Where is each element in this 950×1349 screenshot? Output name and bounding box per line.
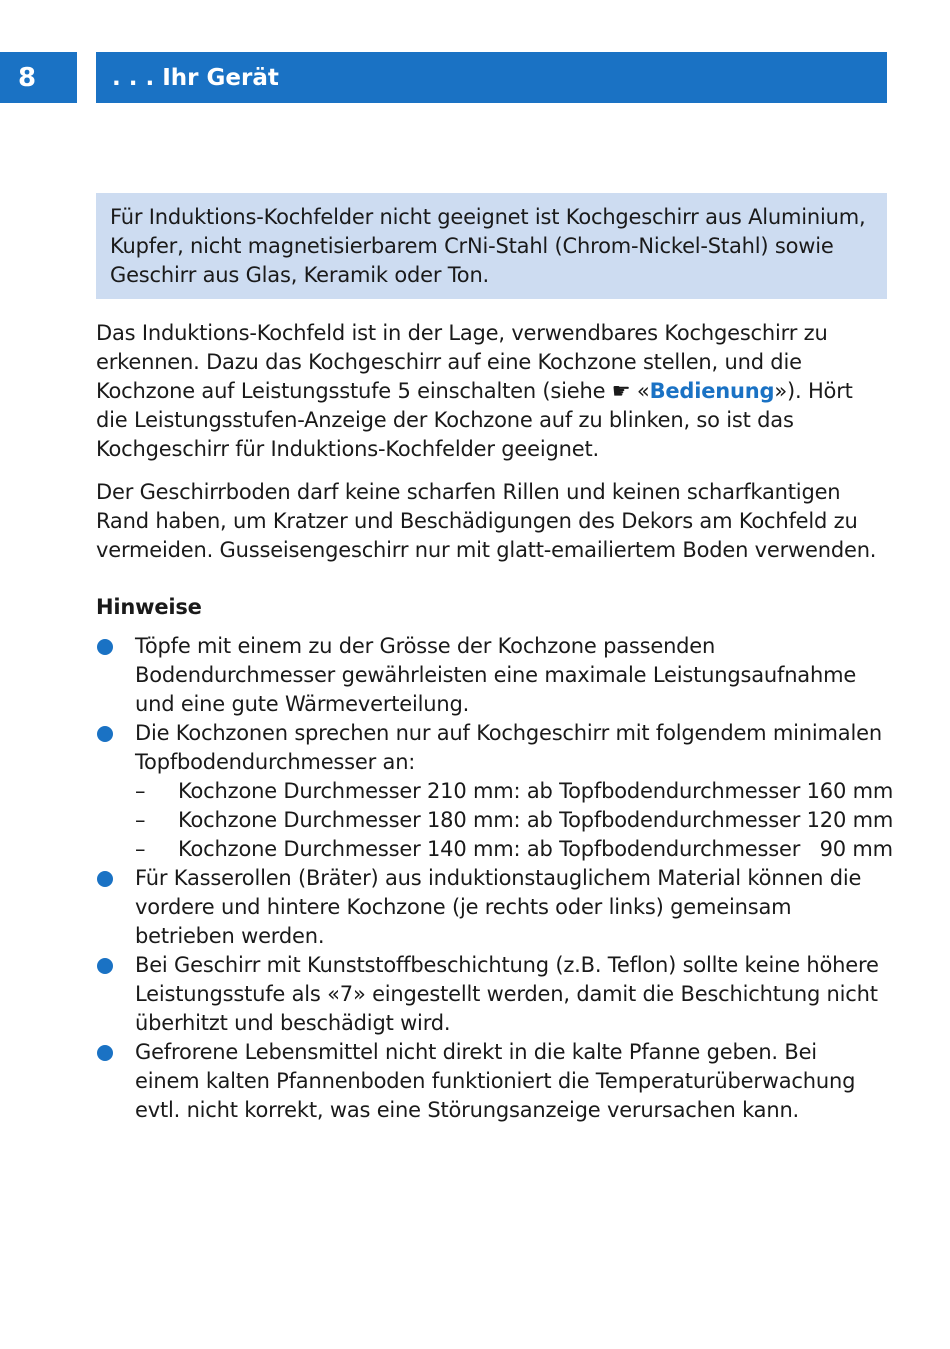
paragraph-detection-text-1: Das Induktions-Kochfeld ist in der Lage, verwendbares Kochgeschirr zu erkennen. Dazu das Kochgeschirr auf eine Kochzone stellen, und die Kochzone auf Leistungsstufe 5 einschalten (siehe ☛ « — [96, 321, 828, 403]
sub-list-item — [135, 835, 893, 864]
note-text: Für Induktions-Kochfelder nicht geeignet ist Kochgeschirr aus Aluminium, Kupfer, nicht magnetisierbarem CrNi-Stahl (Chrom-Nickel-Stahl) sowie Geschirr aus Glas, Keramik oder Ton. — [110, 205, 866, 287]
note-box — [96, 193, 887, 299]
paragraph-cookware-base: Der Geschirrboden darf keine scharfen Rillen und keinen scharfkantigen Rand haben, um Kratzer und Beschädigungen des Dekors am Kochfeld zu vermeiden. Gusseisengeschirr nur mit glatt-emailiertem Boden verwenden. — [96, 480, 877, 562]
section-title: . . . Ihr Gerät — [112, 64, 279, 91]
list-item-text: Die Kochzonen sprechen nur auf Kochgeschirr mit folgendem minimalen Topfbodendurchmesser an: — [135, 721, 882, 774]
sub-list-item — [135, 806, 894, 835]
bullet-dot-icon — [97, 958, 113, 974]
list-item-text: Gefrorene Lebensmittel nicht direkt in die kalte Pfanne geben. Bei einem kalten Pfannenboden funktioniert die Temperaturüberwachung evtl. nicht korrekt, was eine Störungsanzeige verursachen kann. — [135, 1040, 856, 1122]
main-content — [96, 193, 894, 1125]
list-item-text: Töpfe mit einem zu der Grösse der Kochzone passenden Bodendurchmesser gewährleisten eine maximale Leistungsaufnahme und eine gute Wärmeverteilung. — [135, 634, 857, 716]
list-item-text: Bei Geschirr mit Kunststoffbeschichtung (z.B. Teflon) sollte keine höhere Leistungsstufe als «7» eingestellt werden, damit die Beschichtung nicht überhitzt und beschädigt wird. — [135, 953, 879, 1035]
sub-list-item-text: Kochzone Durchmesser 210 mm: ab Topfbodendurchmesser 160 mm — [178, 779, 894, 803]
hinweise-list — [96, 632, 894, 1125]
bullet-dot-icon — [97, 871, 113, 887]
list-item-text: Für Kasserollen (Bräter) aus induktionstauglichem Material können die vordere und hintere Kochzone (je rechts oder links) gemeinsam betrieben werden. — [135, 866, 862, 948]
dash-marker: – — [135, 808, 146, 832]
list-item — [96, 1038, 887, 1125]
hinweise-heading: Hinweise — [96, 595, 202, 619]
page-number: 8 — [0, 52, 77, 103]
list-item — [96, 632, 887, 719]
link-bedienung[interactable]: Bedienung — [649, 379, 775, 403]
dash-marker: – — [135, 837, 146, 861]
dash-marker: – — [135, 779, 146, 803]
list-item — [96, 951, 887, 1038]
sub-list-item — [135, 777, 894, 806]
bullet-dot-icon — [97, 726, 113, 742]
sub-list-item-text: Kochzone Durchmesser 140 mm: ab Topfbodendurchmesser 90 mm — [178, 837, 893, 861]
bullet-dot-icon — [97, 1045, 113, 1061]
section-header — [96, 52, 887, 103]
list-item — [96, 719, 894, 864]
list-item — [96, 864, 887, 951]
bullet-dot-icon — [97, 639, 113, 655]
sub-list-item-text: Kochzone Durchmesser 180 mm: ab Topfbodendurchmesser 120 mm — [178, 808, 894, 832]
paragraph-detection-text-2: »). Hört die Leistungsstufen-Anzeige der Kochzone auf zu blinken, so ist das Kochgeschirr für Induktions-Kochfelder geeignet. — [96, 379, 853, 461]
paragraph-detection — [96, 319, 887, 464]
